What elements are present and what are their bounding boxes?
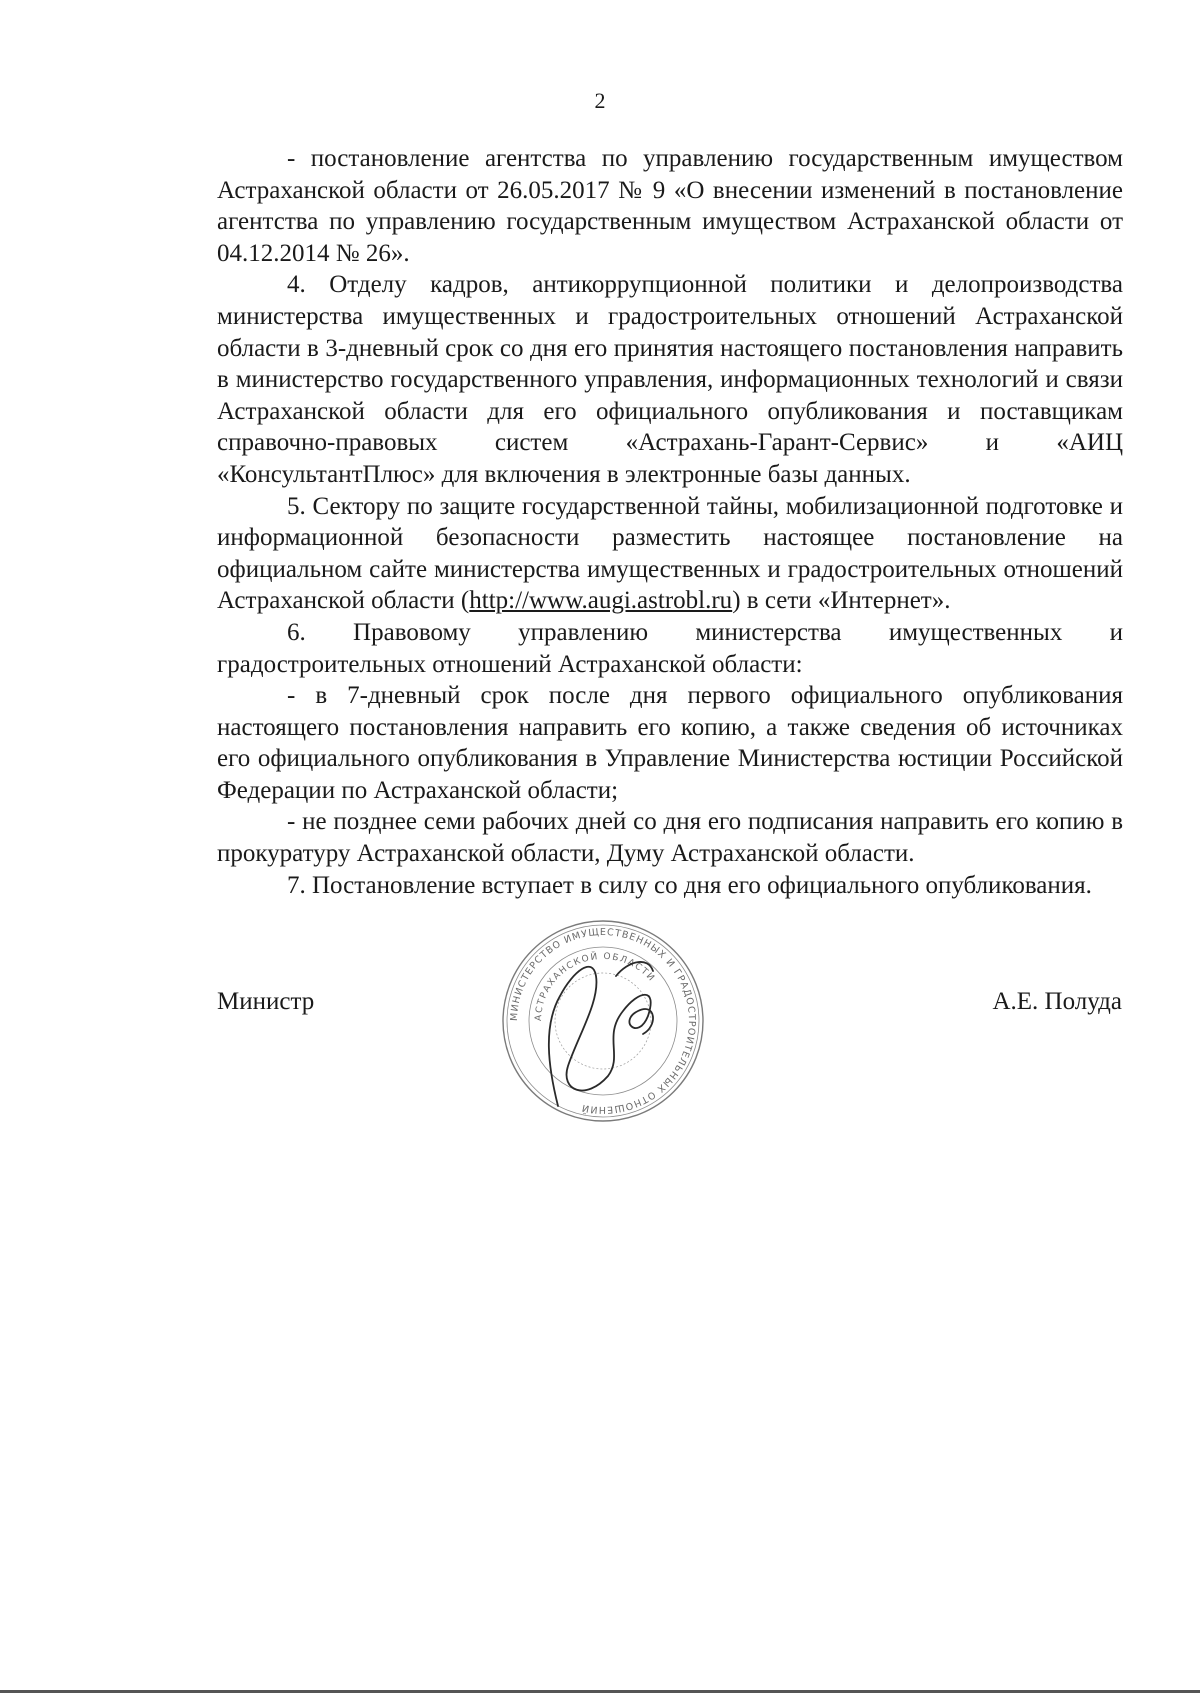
seal-outer-ring: [503, 921, 703, 1121]
paragraph-item-6-subitem-1: - в 7-дневный срок после дня первого официального опубликования настоящего постановления направить его копию, а также сведения об источниках его официального опубликования в Управление Министерства юстиции Российской Федерации по Астраханской области;: [217, 682, 1123, 804]
page-number: 2: [594, 88, 606, 113]
official-seal-stamp: [498, 916, 708, 1126]
page-bottom-border: [0, 1690, 1200, 1693]
paragraph-item-4: 4. Отделу кадров, антикоррупционной политики и делопроизводства министерства имущественных и градостроительных отношений Астраханской области в 3-дневный срок со дня его принятия настоящего постановления направить в министерство государственного управления, информационных технологий и связи Астраханской области для его официального опубликования и поставщикам справочно-правовых систем «Астрахань-Гарант-Сервис» и «АИЦ «КонсультантПлюс» для включения в электронные базы данных.: [217, 271, 1123, 488]
paragraph-item-6-subitem-2: - не позднее семи рабочих дней со дня его подписания направить его копию в прокуратуру Астраханской области, Думу Астраханской области.: [217, 808, 1123, 868]
paragraph-item-7: 7. Постановление вступает в силу со дня его официального опубликования.: [287, 871, 1092, 899]
paragraph-decree-reference: - постановление агентства по управлению государственным имуществом Астраханской области от 26.05.2017 № 9 «О внесении изменений в постановление агентства по управлению государственным имуществом Астраханской области от 04.12.2014 № 26».: [217, 145, 1123, 267]
signatory-name: А.Е. Полуда: [992, 988, 1122, 1015]
ministry-website-link[interactable]: http://www.augi.astrobl.ru: [469, 587, 733, 615]
seal-inner-text: АСТРАХАНСКОЙ ОБЛАСТИ: [533, 951, 657, 1022]
paragraph-item-5-text-end: ) в сети «Интернет».: [732, 587, 951, 615]
document-body: [217, 143, 1123, 901]
paragraph-item-5-text-start: 5. Сектору по защите государственной тайны, мобилизационной подготовке и информационной безопасности разместить настоящее постановление на официальном сайте министерства имущественных и градостроительных отношений Астраханской области (: [217, 492, 1123, 615]
seal-outer-text: МИНИСТЕРСТВО ИМУЩЕСТВЕННЫХ И ГРАДОСТРОИТЕЛЬНЫХ ОТНОШЕНИЙ: [508, 926, 698, 1116]
paragraph-item-6: 6. Правовому управлению министерства имущественных и градостроительных отношений Астраханской области:: [217, 618, 1123, 678]
paragraph-item-5: [217, 491, 1123, 617]
seal-inner-ring: [555, 973, 651, 1069]
signatory-title: Министр: [217, 988, 315, 1015]
